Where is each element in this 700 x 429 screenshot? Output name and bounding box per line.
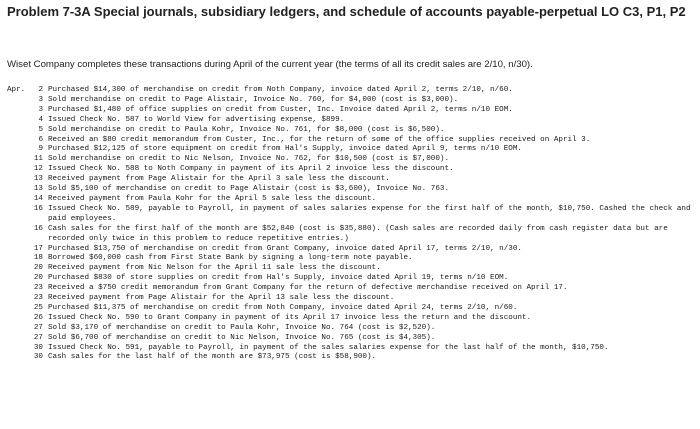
entry-day: 20 [33, 264, 43, 273]
transaction-list [7, 86, 697, 363]
list-item [7, 165, 697, 175]
entry-day: 16 [33, 224, 43, 233]
list-item [7, 195, 697, 205]
list-item [7, 126, 697, 136]
entry-text: Sold merchandise on credit to Page Alistair, Invoice No. 760, for $4,000 (cost is $3,000). [48, 95, 459, 104]
entry-day: 11 [33, 155, 43, 164]
entry-text: Purchased $13,750 of merchandise on credit from Grant Company, invoice dated April 17, terms 2/10, n/30. [48, 244, 522, 253]
entry-text: Sold merchandise on credit to Paula Kohr, Invoice No. 761, for $8,000 (cost is $6,500). [48, 125, 445, 134]
entry-day: 27 [33, 333, 43, 342]
entry-text: Received payment from Nic Nelson for the April 11 sale less the discount. [48, 264, 381, 273]
list-item [7, 334, 697, 344]
entry-day: 13 [33, 175, 43, 184]
entry-text: Purchased $1,480 of office supplies on credit from Custer, Inc. Invoice dated April 2, terms n/10 EOM. [48, 105, 513, 114]
entry-day: 20 [33, 274, 43, 283]
list-item [7, 264, 697, 274]
list-item [7, 185, 697, 195]
problem-title: Problem 7-3A Special journals, subsidiary ledgers, and schedule of accounts payable-perpetual LO C3, P1, P2 [7, 4, 686, 19]
entry-day: 2 [38, 86, 43, 94]
list-item [7, 314, 697, 324]
entry-text: Sold $5,100 of merchandise on credit to Page Alistair (cost is $3,600), Invoice No. 763. [48, 185, 450, 194]
entry-text: Received payment from Paula Kohr for the April 5 sale less the discount. [48, 194, 377, 203]
entry-day: 16 [33, 204, 43, 213]
entry-day: 17 [33, 244, 43, 253]
month-label: Apr. [7, 86, 26, 94]
entry-text: Sold $3,170 of merchandise on credit to Paula Kohr, Invoice No. 764 (cost is $2,520). [48, 323, 436, 332]
entry-day: 26 [33, 313, 43, 322]
entry-text: Issued Check No. 591, payable to Payroll, in payment of the sales salaries expense for the last half of the month, $10,750. [48, 343, 609, 352]
entry-text: Issued Check No. 590 to Grant Company in payment of its April 17 invoice less the return and the discount. [48, 313, 532, 322]
entry-text: Sold merchandise on credit to Nic Nelson, Invoice No. 762, for $10,500 (cost is $7,000). [48, 155, 450, 164]
entry-day: 14 [33, 194, 43, 203]
problem-intro: Wiset Company completes these transactions during April of the current year (the terms of all its credit sales are 2/10, n/30). [7, 59, 533, 70]
entry-day: 4 [38, 115, 43, 124]
entry-day: 12 [33, 165, 43, 174]
entry-day: 5 [38, 125, 43, 134]
list-item [7, 106, 697, 116]
list-item [7, 155, 697, 165]
list-item [7, 205, 697, 225]
entry-day: 27 [33, 323, 43, 332]
entry-text: Issued Check No. 587 to World View for advertising expense, $899. [48, 115, 345, 124]
list-item [7, 96, 697, 106]
list-item [7, 175, 697, 185]
entry-day: 6 [38, 135, 43, 144]
list-item [7, 225, 697, 245]
entry-text: Cash sales for the last half of the month are $73,975 (cost is $58,900). [48, 353, 377, 362]
entry-day: 30 [33, 343, 43, 352]
entry-text: Received payment from Page Alistair for the April 3 sale less the discount. [48, 175, 390, 184]
entry-day: 30 [33, 353, 43, 362]
entry-day: 23 [33, 294, 43, 303]
entry-text: Cash sales for the first half of the month are $52,840 (cost is $35,880). (Cash sales are recorded daily from cash register data but are recorded only twice in this problem to reduce repetitive entries.) [48, 224, 668, 243]
entry-text: Sold $6,700 of merchandise on credit to Nic Nelson, Invoice No. 765 (cost is $4,305). [48, 333, 436, 342]
list-item [7, 353, 697, 363]
entry-text: Received payment from Page Alistair for the April 13 sale less the discount. [48, 294, 395, 303]
entry-text: Purchased $12,125 of store equipment on credit from Hal's Supply, invoice dated April 9, terms n/10 EOM. [48, 145, 522, 154]
entry-text: Purchased $11,375 of merchandise on credit from Noth Company, invoice dated April 24, terms 2/10, n/60. [48, 303, 518, 312]
entry-text: Purchased $830 of store supplies on credit from Hal's Supply, invoice dated April 19, terms n/10 EOM. [48, 274, 509, 283]
list-item [7, 294, 697, 304]
entry-text: Borrowed $60,000 cash from First State Bank by signing a long-term note payable. [48, 254, 413, 263]
entry-text: Received a $750 credit memorandum from Grant Company for the return of defective merchandise received on April 17. [48, 284, 568, 293]
list-item [7, 344, 697, 354]
list-item [7, 284, 697, 294]
list-item [7, 86, 697, 96]
entry-day: 3 [38, 95, 43, 104]
list-item [7, 254, 697, 264]
list-item [7, 136, 697, 146]
crop-edge [0, 423, 700, 429]
entry-day: 18 [33, 254, 43, 263]
list-item [7, 304, 697, 314]
entry-text: Received an $80 credit memorandum from Custer, Inc., for the return of some of the office supplies received on April 3. [48, 135, 591, 144]
entry-text: Issued Check No. 589, payable to Payroll, in payment of sales salaries expense for the first half of the month, $10,750. Cashed the check and paid employees. [48, 204, 691, 223]
entry-day: 13 [33, 185, 43, 194]
entry-day: 9 [38, 145, 43, 154]
list-item [7, 145, 697, 155]
entry-text: Purchased $14,300 of merchandise on credit from Noth Company, invoice dated April 2, terms 2/10, n/60. [48, 86, 513, 94]
list-item [7, 245, 697, 255]
entry-day: 23 [33, 284, 43, 293]
list-item [7, 324, 697, 334]
entry-text: Issued Check No. 588 to Noth Company in payment of its April 2 invoice less the discount. [48, 165, 454, 174]
entry-day: 25 [33, 303, 43, 312]
list-item [7, 116, 697, 126]
list-item [7, 274, 697, 284]
entry-day: 3 [38, 105, 43, 114]
